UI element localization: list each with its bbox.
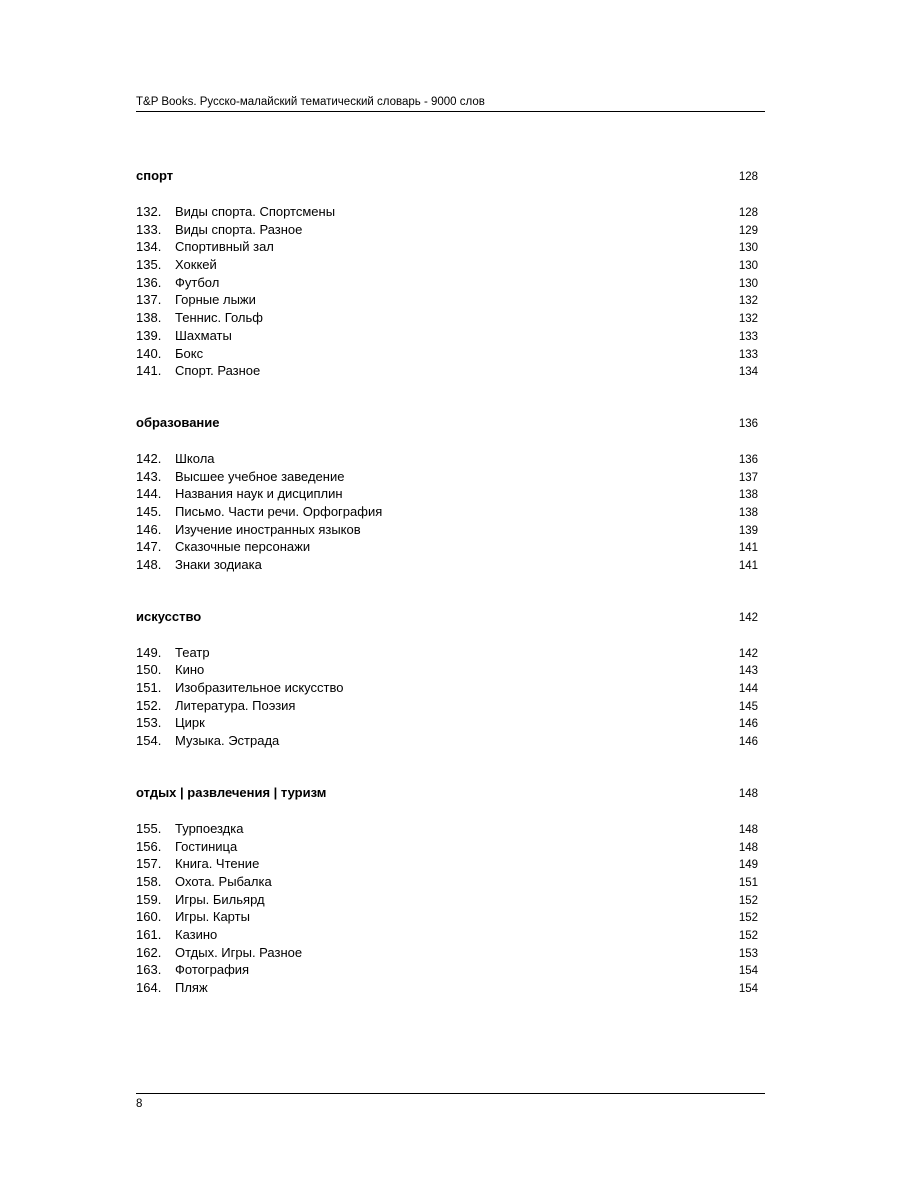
entry-page-number: 146 xyxy=(738,736,758,749)
entry-page-number: 138 xyxy=(738,489,758,502)
entry-title: Кино xyxy=(175,662,205,678)
entry-page-number: 145 xyxy=(738,700,758,713)
toc-entry[interactable] xyxy=(136,979,758,997)
entry-title: Сказочные персонажи xyxy=(175,539,311,555)
entry-page-number: 148 xyxy=(738,823,758,836)
entry-title: Хоккей xyxy=(175,257,217,273)
entry-list xyxy=(136,203,758,380)
toc-section xyxy=(136,784,758,997)
section-page-number: 136 xyxy=(738,417,758,430)
entry-page-number: 129 xyxy=(738,224,758,237)
toc-entry[interactable] xyxy=(136,855,758,873)
entry-page-number: 152 xyxy=(738,894,758,907)
toc-entry[interactable] xyxy=(136,644,758,662)
entry-number: 163. xyxy=(136,962,162,978)
entry-page-number: 152 xyxy=(738,929,758,942)
entry-number: 157. xyxy=(136,856,162,872)
toc-entry[interactable] xyxy=(136,661,758,679)
entry-title: Виды спорта. Спортсмены xyxy=(175,204,336,219)
entry-title: Турпоездка xyxy=(175,820,244,836)
entry-page-number: 154 xyxy=(738,983,758,995)
entry-title: Цирк xyxy=(175,715,205,731)
entry-number: 142. xyxy=(136,450,162,466)
running-header xyxy=(136,95,765,112)
entry-number: 154. xyxy=(136,733,162,749)
entry-title: Казино xyxy=(175,926,218,942)
entry-title: Театр xyxy=(175,644,210,660)
entry-page-number: 149 xyxy=(738,859,758,872)
section-heading[interactable] xyxy=(136,784,758,802)
entry-page-number: 138 xyxy=(738,506,758,519)
toc-entry[interactable] xyxy=(136,820,758,838)
entry-page-number: 134 xyxy=(738,366,758,379)
entry-number: 161. xyxy=(136,926,162,942)
entry-number: 162. xyxy=(136,944,162,960)
entry-title: Виды спорта. Разное xyxy=(175,221,303,237)
entry-page-number: 141 xyxy=(738,542,758,555)
entry-list xyxy=(136,820,758,997)
entry-page-number: 139 xyxy=(738,524,758,537)
entry-number: 158. xyxy=(136,873,162,889)
entry-number: 143. xyxy=(136,468,162,484)
entry-title: Высшее учебное заведение xyxy=(175,468,345,484)
toc-entry[interactable] xyxy=(136,327,758,345)
toc-entry[interactable] xyxy=(136,961,758,979)
entry-title: Шахматы xyxy=(175,327,232,343)
toc-entry[interactable] xyxy=(136,714,758,732)
toc-entry[interactable] xyxy=(136,891,758,909)
entry-title: Охота. Рыбалка xyxy=(175,873,272,889)
toc-entry[interactable] xyxy=(136,944,758,962)
entry-title: Изобразительное искусство xyxy=(175,680,344,696)
entry-number: 136. xyxy=(136,274,162,290)
entry-page-number: 144 xyxy=(738,683,758,696)
entry-number: 132. xyxy=(136,204,162,219)
section-heading[interactable] xyxy=(136,414,758,432)
toc-entry[interactable] xyxy=(136,521,758,539)
toc-entry[interactable] xyxy=(136,345,758,363)
entry-page-number: 130 xyxy=(738,277,758,290)
section-page-number: 128 xyxy=(738,171,758,183)
entry-page-number: 128 xyxy=(738,207,758,219)
entry-number: 151. xyxy=(136,680,162,696)
toc-entry[interactable] xyxy=(136,538,758,556)
entry-title: Письмо. Части речи. Орфография xyxy=(175,503,383,519)
entry-page-number: 130 xyxy=(738,242,758,255)
entry-number: 160. xyxy=(136,909,162,925)
entry-title: Спорт. Разное xyxy=(175,363,261,379)
entry-title: Бокс xyxy=(175,345,204,361)
entry-page-number: 153 xyxy=(738,947,758,960)
entry-number: 159. xyxy=(136,891,162,907)
section-title: спорт xyxy=(136,168,174,183)
toc-section xyxy=(136,167,758,380)
entry-number: 150. xyxy=(136,662,162,678)
entry-number: 164. xyxy=(136,980,162,995)
entry-number: 141. xyxy=(136,363,162,379)
section-page-number: 148 xyxy=(738,787,758,800)
entry-title: Знаки зодиака xyxy=(175,557,262,572)
toc-section xyxy=(136,414,758,574)
entry-list xyxy=(136,450,758,574)
section-heading[interactable] xyxy=(136,167,758,185)
book-title: T&P Books. Русско-малайский тематический словарь - 9000 слов xyxy=(136,96,485,108)
toc-entry[interactable] xyxy=(136,556,758,574)
entry-number: 149. xyxy=(136,644,162,660)
entry-page-number: 132 xyxy=(738,295,758,308)
toc-entry[interactable] xyxy=(136,679,758,697)
section-title: образование xyxy=(136,414,220,430)
toc-entry[interactable] xyxy=(136,697,758,715)
toc-entry[interactable] xyxy=(136,256,758,274)
entry-number: 153. xyxy=(136,715,162,731)
entry-number: 135. xyxy=(136,257,162,273)
entry-page-number: 143 xyxy=(738,665,758,678)
section-title: искусство xyxy=(136,608,202,624)
toc-entry[interactable] xyxy=(136,238,758,256)
table-of-contents xyxy=(136,167,758,1031)
entry-title: Гостиница xyxy=(175,838,238,854)
entry-title: Пляж xyxy=(175,980,208,995)
toc-entry[interactable] xyxy=(136,468,758,486)
page-footer xyxy=(136,1093,765,1111)
entry-title: Изучение иностранных языков xyxy=(175,521,361,537)
entry-number: 147. xyxy=(136,539,162,555)
entry-list xyxy=(136,644,758,750)
entry-title: Спортивный зал xyxy=(175,239,274,255)
entry-title: Игры. Карты xyxy=(175,909,250,925)
entry-number: 134. xyxy=(136,239,162,255)
section-heading[interactable] xyxy=(136,608,758,626)
toc-entry[interactable] xyxy=(136,362,758,380)
toc-entry[interactable] xyxy=(136,732,758,750)
section-page-number: 142 xyxy=(738,611,758,624)
toc-entry[interactable] xyxy=(136,908,758,926)
toc-section xyxy=(136,608,758,750)
section-title: отдых | развлечения | туризм xyxy=(136,784,327,800)
toc-entry[interactable] xyxy=(136,274,758,292)
entry-number: 133. xyxy=(136,221,162,237)
entry-title: Школа xyxy=(175,450,215,466)
toc-entry[interactable] xyxy=(136,485,758,503)
page-number: 8 xyxy=(136,1098,143,1110)
toc-entry[interactable] xyxy=(136,221,758,239)
toc-entry[interactable] xyxy=(136,926,758,944)
toc-entry[interactable] xyxy=(136,450,758,468)
entry-title: Музыка. Эстрада xyxy=(175,733,280,749)
toc-entry[interactable] xyxy=(136,873,758,891)
entry-number: 146. xyxy=(136,521,162,537)
entry-page-number: 148 xyxy=(738,841,758,854)
entry-number: 152. xyxy=(136,697,162,713)
entry-page-number: 137 xyxy=(738,471,758,484)
entry-number: 140. xyxy=(136,345,162,361)
toc-entry[interactable] xyxy=(136,503,758,521)
entry-title: Названия наук и дисциплин xyxy=(175,486,343,502)
entry-page-number: 154 xyxy=(738,965,758,978)
entry-title: Отдых. Игры. Разное xyxy=(175,944,303,960)
entry-number: 145. xyxy=(136,503,162,519)
entry-page-number: 133 xyxy=(738,348,758,361)
toc-entry[interactable] xyxy=(136,309,758,327)
toc-entry[interactable] xyxy=(136,838,758,856)
entry-page-number: 152 xyxy=(738,912,758,925)
entry-number: 156. xyxy=(136,838,162,854)
entry-page-number: 136 xyxy=(738,453,758,466)
entry-title: Теннис. Гольф xyxy=(175,310,263,326)
toc-entry[interactable] xyxy=(136,291,758,309)
entry-title: Литература. Поэзия xyxy=(175,697,296,713)
entry-title: Горные лыжи xyxy=(175,292,256,308)
entry-page-number: 141 xyxy=(738,560,758,572)
entry-page-number: 133 xyxy=(738,330,758,343)
entry-page-number: 132 xyxy=(738,313,758,326)
entry-page-number: 142 xyxy=(738,647,758,660)
toc-entry[interactable] xyxy=(136,203,758,221)
entry-number: 139. xyxy=(136,327,162,343)
entry-page-number: 151 xyxy=(738,876,758,889)
entry-number: 155. xyxy=(136,820,162,836)
entry-title: Футбол xyxy=(175,274,220,290)
entry-page-number: 146 xyxy=(738,718,758,731)
entry-number: 148. xyxy=(136,557,162,572)
entry-title: Игры. Бильярд xyxy=(175,891,265,907)
entry-page-number: 130 xyxy=(738,260,758,273)
entry-title: Фотография xyxy=(175,962,250,978)
entry-title: Книга. Чтение xyxy=(175,856,260,872)
entry-number: 137. xyxy=(136,292,162,308)
entry-number: 144. xyxy=(136,486,162,502)
entry-number: 138. xyxy=(136,310,162,326)
